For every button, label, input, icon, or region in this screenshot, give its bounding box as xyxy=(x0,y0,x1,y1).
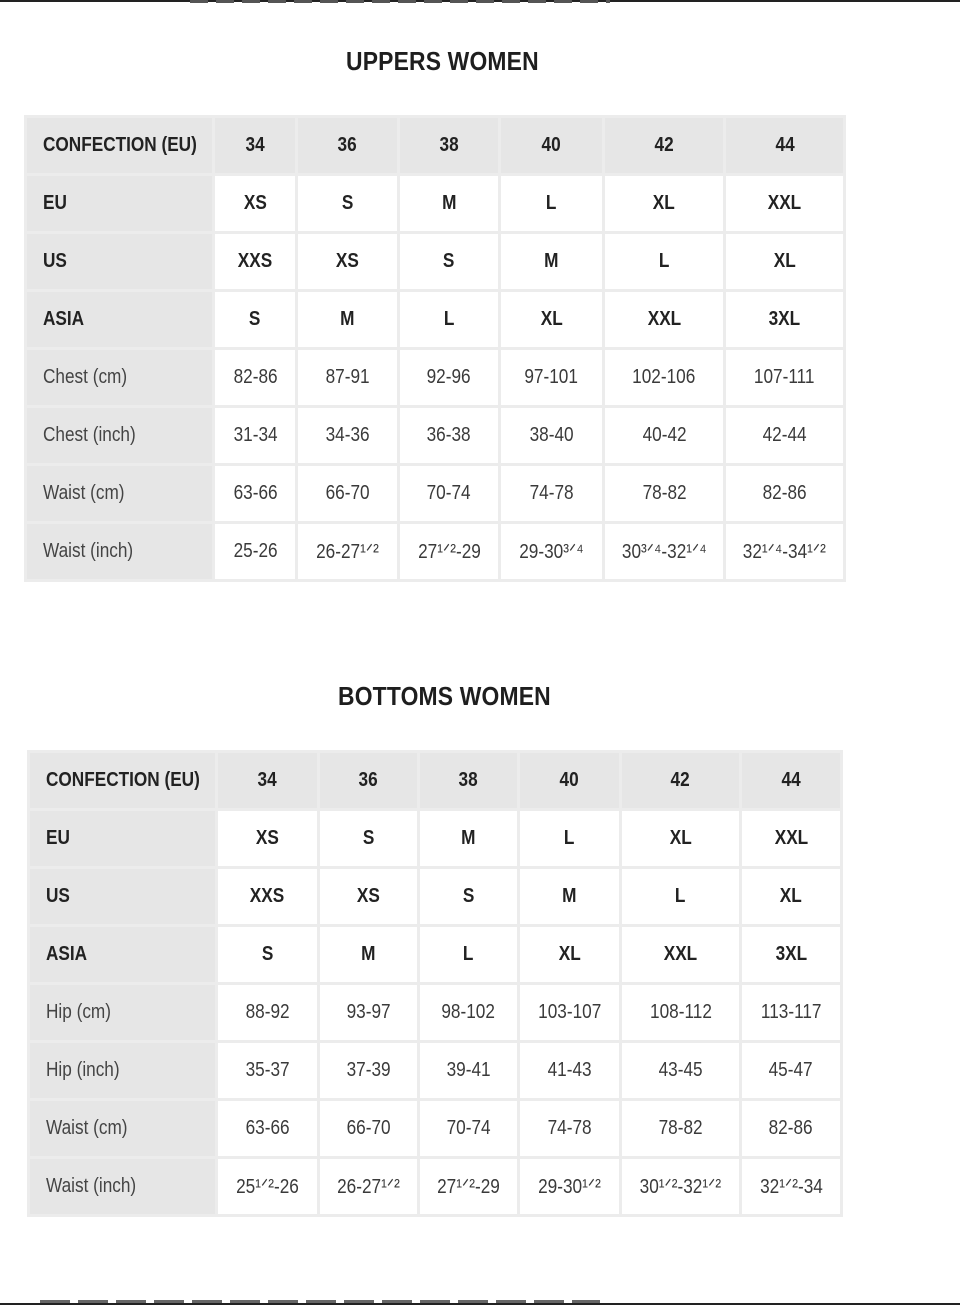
header-size-cell xyxy=(726,118,843,173)
table-row-chest-cm xyxy=(27,350,843,405)
table-cell xyxy=(622,869,739,924)
cell-value: L xyxy=(675,885,686,907)
cell-value: M xyxy=(441,192,457,214)
table-row-us xyxy=(30,869,840,924)
table-cell xyxy=(622,927,739,982)
header-size-text: 36 xyxy=(337,134,358,156)
cell-value: 93-97 xyxy=(346,1001,391,1023)
cell-value: 25¹ᐟ²-26 xyxy=(236,1176,299,1198)
header-size-cell xyxy=(320,753,417,808)
cell-value: 74-78 xyxy=(529,482,574,504)
cell-value: 66-70 xyxy=(325,482,370,504)
table-cell xyxy=(420,811,517,866)
row-label-text: Waist (cm) xyxy=(46,1117,128,1139)
table-cell xyxy=(420,1159,517,1214)
table-cell xyxy=(622,985,739,1040)
header-size-text: 44 xyxy=(775,134,795,156)
table-row-eu xyxy=(27,176,843,231)
table-cell xyxy=(215,292,295,347)
cell-value: 70-74 xyxy=(427,482,472,504)
header-size-cell xyxy=(218,753,317,808)
row-label-cell xyxy=(30,811,215,866)
cell-value: 78-82 xyxy=(658,1117,703,1139)
cell-value: 70-74 xyxy=(446,1117,491,1139)
table-cell xyxy=(298,292,396,347)
row-label-text: ASIA xyxy=(43,308,85,330)
table-row-waist-inch xyxy=(30,1159,840,1214)
row-label-text: EU xyxy=(43,192,67,214)
row-label-text: ASIA xyxy=(46,943,88,965)
cell-value: S xyxy=(261,943,274,965)
header-size-cell xyxy=(520,753,619,808)
table-cell xyxy=(726,176,843,231)
row-label-text: Chest (inch) xyxy=(43,424,136,446)
row-label-cell xyxy=(30,985,215,1040)
cell-value: 29-30³ᐟ⁴ xyxy=(519,541,584,563)
table-cell xyxy=(622,1159,739,1214)
table-row-us xyxy=(27,234,843,289)
header-size-cell xyxy=(215,118,295,173)
table-cell xyxy=(215,466,295,521)
table-cell xyxy=(622,811,739,866)
row-label-cell xyxy=(27,176,212,231)
cell-value: 30³ᐟ⁴-32¹ᐟ⁴ xyxy=(621,541,707,563)
cell-value: 42-44 xyxy=(762,424,807,446)
header-size-text: 42 xyxy=(670,769,691,791)
cell-value: XL xyxy=(669,827,692,849)
cell-value: M xyxy=(562,885,577,907)
cell-value: 27¹ᐟ²-29 xyxy=(437,1176,500,1198)
cell-value: 103-107 xyxy=(537,1001,602,1023)
header-size-text: 44 xyxy=(781,769,801,791)
cell-value: 45-47 xyxy=(769,1059,813,1081)
table-cell xyxy=(605,234,724,289)
header-label-text: CONFECTION (EU) xyxy=(43,134,197,156)
row-label-text: Chest (cm) xyxy=(43,366,128,388)
table-cell xyxy=(218,927,317,982)
cell-value: 38-40 xyxy=(529,424,574,446)
cropped-heading-remnant xyxy=(190,0,610,5)
table-cell xyxy=(501,408,602,463)
table-cell xyxy=(400,176,498,231)
table-cell xyxy=(320,985,417,1040)
table-cell xyxy=(400,466,498,521)
row-label-text: Waist (cm) xyxy=(43,482,125,504)
cell-value: 3XL xyxy=(775,943,807,965)
table-cell xyxy=(218,869,317,924)
header-size-text: 42 xyxy=(654,134,674,156)
cell-value: S xyxy=(362,827,375,849)
table-cell xyxy=(400,524,498,579)
header-size-text: 40 xyxy=(541,134,562,156)
table-row-waist-cm xyxy=(30,1101,840,1156)
table-header-row xyxy=(30,753,840,808)
table-cell xyxy=(501,292,602,347)
table-cell xyxy=(520,1043,619,1098)
table-cell xyxy=(420,985,517,1040)
cell-value: 25-26 xyxy=(233,540,278,562)
cell-value: L xyxy=(546,192,557,214)
row-label-cell xyxy=(27,292,212,347)
cell-value: 3XL xyxy=(768,308,801,330)
cell-value: XL xyxy=(540,308,563,330)
cell-value: XXL xyxy=(647,308,681,330)
table-cell xyxy=(218,1043,317,1098)
header-size-cell xyxy=(742,753,840,808)
cell-value: XXL xyxy=(774,827,808,849)
table-cell xyxy=(742,1101,840,1156)
cell-value: M xyxy=(544,250,559,272)
cell-value: XL xyxy=(780,885,802,907)
table-cell xyxy=(320,1101,417,1156)
table-cell xyxy=(400,350,498,405)
cell-value: 32¹ᐟ⁴-34¹ᐟ² xyxy=(743,541,827,563)
cell-value: 31-34 xyxy=(233,424,278,446)
cell-value: 92-96 xyxy=(427,366,472,388)
cell-value: 40-42 xyxy=(642,424,687,446)
row-label-text: Waist (inch) xyxy=(43,540,134,562)
table-cell xyxy=(420,927,517,982)
table-cell xyxy=(420,1101,517,1156)
table-cell xyxy=(320,869,417,924)
table-row-asia xyxy=(27,292,843,347)
uppers-size-table xyxy=(24,115,846,582)
cell-value: M xyxy=(461,827,476,849)
table-cell xyxy=(726,292,843,347)
cell-value: 37-39 xyxy=(346,1059,391,1081)
table-cell xyxy=(726,234,843,289)
cell-value: XS xyxy=(357,885,380,907)
cell-value: M xyxy=(361,943,376,965)
table-cell xyxy=(218,1159,317,1214)
row-label-text: US xyxy=(43,250,67,272)
cell-value: XXL xyxy=(663,943,698,965)
header-size-text: 34 xyxy=(245,134,265,156)
cell-value: 39-41 xyxy=(446,1059,491,1081)
row-label-cell xyxy=(27,524,212,579)
table-cell xyxy=(742,869,840,924)
table-cell xyxy=(726,408,843,463)
cell-value: S xyxy=(462,885,475,907)
cell-value: 66-70 xyxy=(346,1117,391,1139)
table-cell xyxy=(520,1159,619,1214)
table-cell xyxy=(501,176,602,231)
table-cell xyxy=(501,466,602,521)
table-cell xyxy=(320,1159,417,1214)
cell-value: 26-27¹ᐟ² xyxy=(316,541,379,563)
cell-value: 30¹ᐟ²-32¹ᐟ² xyxy=(639,1176,722,1198)
table-cell xyxy=(298,350,396,405)
table-cell xyxy=(622,1101,739,1156)
cell-value: 36-38 xyxy=(427,424,472,446)
cell-value: 98-102 xyxy=(441,1001,496,1023)
table-row-hip-cm xyxy=(30,985,840,1040)
table-cell xyxy=(218,811,317,866)
cell-value: XL xyxy=(653,192,676,214)
header-size-cell xyxy=(420,753,517,808)
row-label-cell xyxy=(30,1159,215,1214)
table-cell xyxy=(501,350,602,405)
cell-value: 43-45 xyxy=(658,1059,703,1081)
table-cell xyxy=(320,811,417,866)
cell-value: S xyxy=(341,192,354,214)
table-row-waist-cm xyxy=(27,466,843,521)
cell-value: L xyxy=(658,250,670,272)
cell-value: M xyxy=(340,308,355,330)
table-cell xyxy=(742,1043,840,1098)
cell-value: 82-86 xyxy=(762,482,807,504)
table-row-chest-inch xyxy=(27,408,843,463)
table-cell xyxy=(215,176,295,231)
cell-value: XL xyxy=(558,943,581,965)
cell-value: 82-86 xyxy=(769,1117,813,1139)
cell-value: XXL xyxy=(767,192,802,214)
cell-value: 26-27¹ᐟ² xyxy=(337,1176,400,1198)
cell-value: 32¹ᐟ²-34 xyxy=(759,1176,823,1198)
bottoms-women-title: BOTTOMS WOMEN xyxy=(338,681,551,711)
table-cell xyxy=(605,292,724,347)
row-label-text: EU xyxy=(46,827,70,849)
table-cell xyxy=(218,985,317,1040)
header-size-text: 34 xyxy=(257,769,278,791)
row-label-text: Waist (inch) xyxy=(46,1175,137,1197)
row-label-cell xyxy=(30,1101,215,1156)
table-cell xyxy=(520,927,619,982)
row-label-cell xyxy=(30,869,215,924)
cell-value: XL xyxy=(773,250,796,272)
cell-value: 35-37 xyxy=(245,1059,290,1081)
table-cell xyxy=(605,408,724,463)
table-cell xyxy=(520,985,619,1040)
table-cell xyxy=(605,350,724,405)
table-cell xyxy=(215,408,295,463)
table-row-hip-inch xyxy=(30,1043,840,1098)
table-cell xyxy=(400,408,498,463)
cell-value: 102-106 xyxy=(632,366,696,388)
uppers-women-title: UPPERS WOMEN xyxy=(346,46,539,76)
table-row-asia xyxy=(30,927,840,982)
cell-value: 34-36 xyxy=(325,424,370,446)
cell-value: 97-101 xyxy=(524,366,579,388)
table-cell xyxy=(605,466,724,521)
table-cell xyxy=(400,292,498,347)
header-size-cell xyxy=(501,118,602,173)
cell-value: 78-82 xyxy=(642,482,687,504)
table-cell xyxy=(215,350,295,405)
table-cell xyxy=(726,524,843,579)
cell-value: XS xyxy=(256,827,279,849)
row-label-cell xyxy=(27,350,212,405)
header-size-cell xyxy=(400,118,498,173)
cell-value: 113-117 xyxy=(760,1001,822,1023)
header-size-text: 40 xyxy=(559,769,580,791)
cell-value: 82-86 xyxy=(233,366,278,388)
row-label-cell xyxy=(30,927,215,982)
table-cell xyxy=(501,234,602,289)
table-cell xyxy=(298,408,396,463)
cell-value: L xyxy=(463,943,474,965)
header-label-text: CONFECTION (EU) xyxy=(46,769,200,791)
table-cell xyxy=(501,524,602,579)
table-cell xyxy=(420,1043,517,1098)
cell-value: 41-43 xyxy=(547,1059,592,1081)
header-label-cell xyxy=(30,753,215,808)
row-label-cell xyxy=(27,466,212,521)
cell-value: 63-66 xyxy=(233,482,278,504)
table-cell xyxy=(298,524,396,579)
header-size-cell xyxy=(298,118,396,173)
header-size-cell xyxy=(605,118,724,173)
table-cell xyxy=(726,466,843,521)
table-row-waist-inch xyxy=(27,524,843,579)
cell-value: S xyxy=(249,308,261,330)
cell-value: XXS xyxy=(237,250,273,272)
table-cell xyxy=(520,869,619,924)
row-label-text: Hip (cm) xyxy=(46,1001,111,1023)
table-cell xyxy=(742,927,840,982)
header-size-cell xyxy=(622,753,739,808)
table-cell xyxy=(215,524,295,579)
row-label-cell xyxy=(27,234,212,289)
header-size-text: 38 xyxy=(458,769,479,791)
table-cell xyxy=(320,1043,417,1098)
row-label-text: Hip (inch) xyxy=(46,1059,120,1081)
cell-value: 74-78 xyxy=(547,1117,592,1139)
table-cell xyxy=(400,234,498,289)
row-label-cell xyxy=(27,408,212,463)
table-cell xyxy=(605,176,724,231)
cell-value: 87-91 xyxy=(325,366,370,388)
table-cell xyxy=(742,985,840,1040)
cell-value: 29-30¹ᐟ² xyxy=(538,1176,601,1198)
table-cell xyxy=(622,1043,739,1098)
table-cell xyxy=(298,234,396,289)
cell-value: L xyxy=(564,827,575,849)
cell-value: XS xyxy=(336,250,360,272)
table-cell xyxy=(320,927,417,982)
cell-value: L xyxy=(443,308,455,330)
table-cell xyxy=(218,1101,317,1156)
table-cell xyxy=(742,1159,840,1214)
cell-value: XS xyxy=(243,192,267,214)
table-cell xyxy=(215,234,295,289)
table-cell xyxy=(298,466,396,521)
table-cell xyxy=(520,1101,619,1156)
table-cell xyxy=(298,176,396,231)
table-cell xyxy=(742,811,840,866)
header-label-cell xyxy=(27,118,212,173)
row-label-text: US xyxy=(46,885,70,907)
cell-value: XXS xyxy=(250,885,285,907)
table-cell xyxy=(726,350,843,405)
cell-value: 107-111 xyxy=(754,366,815,388)
cell-value: 27¹ᐟ²-29 xyxy=(417,541,481,563)
table-header-row xyxy=(27,118,843,173)
row-label-cell xyxy=(30,1043,215,1098)
table-cell xyxy=(520,811,619,866)
header-size-text: 38 xyxy=(439,134,459,156)
table-cell xyxy=(605,524,724,579)
table-cell xyxy=(420,869,517,924)
cell-value: S xyxy=(443,250,455,272)
bottoms-size-table xyxy=(27,750,843,1217)
cell-value: 63-66 xyxy=(245,1117,290,1139)
header-size-text: 36 xyxy=(358,769,379,791)
cell-value: 88-92 xyxy=(245,1001,290,1023)
table-row-eu xyxy=(30,811,840,866)
cell-value: 108-112 xyxy=(649,1001,712,1023)
